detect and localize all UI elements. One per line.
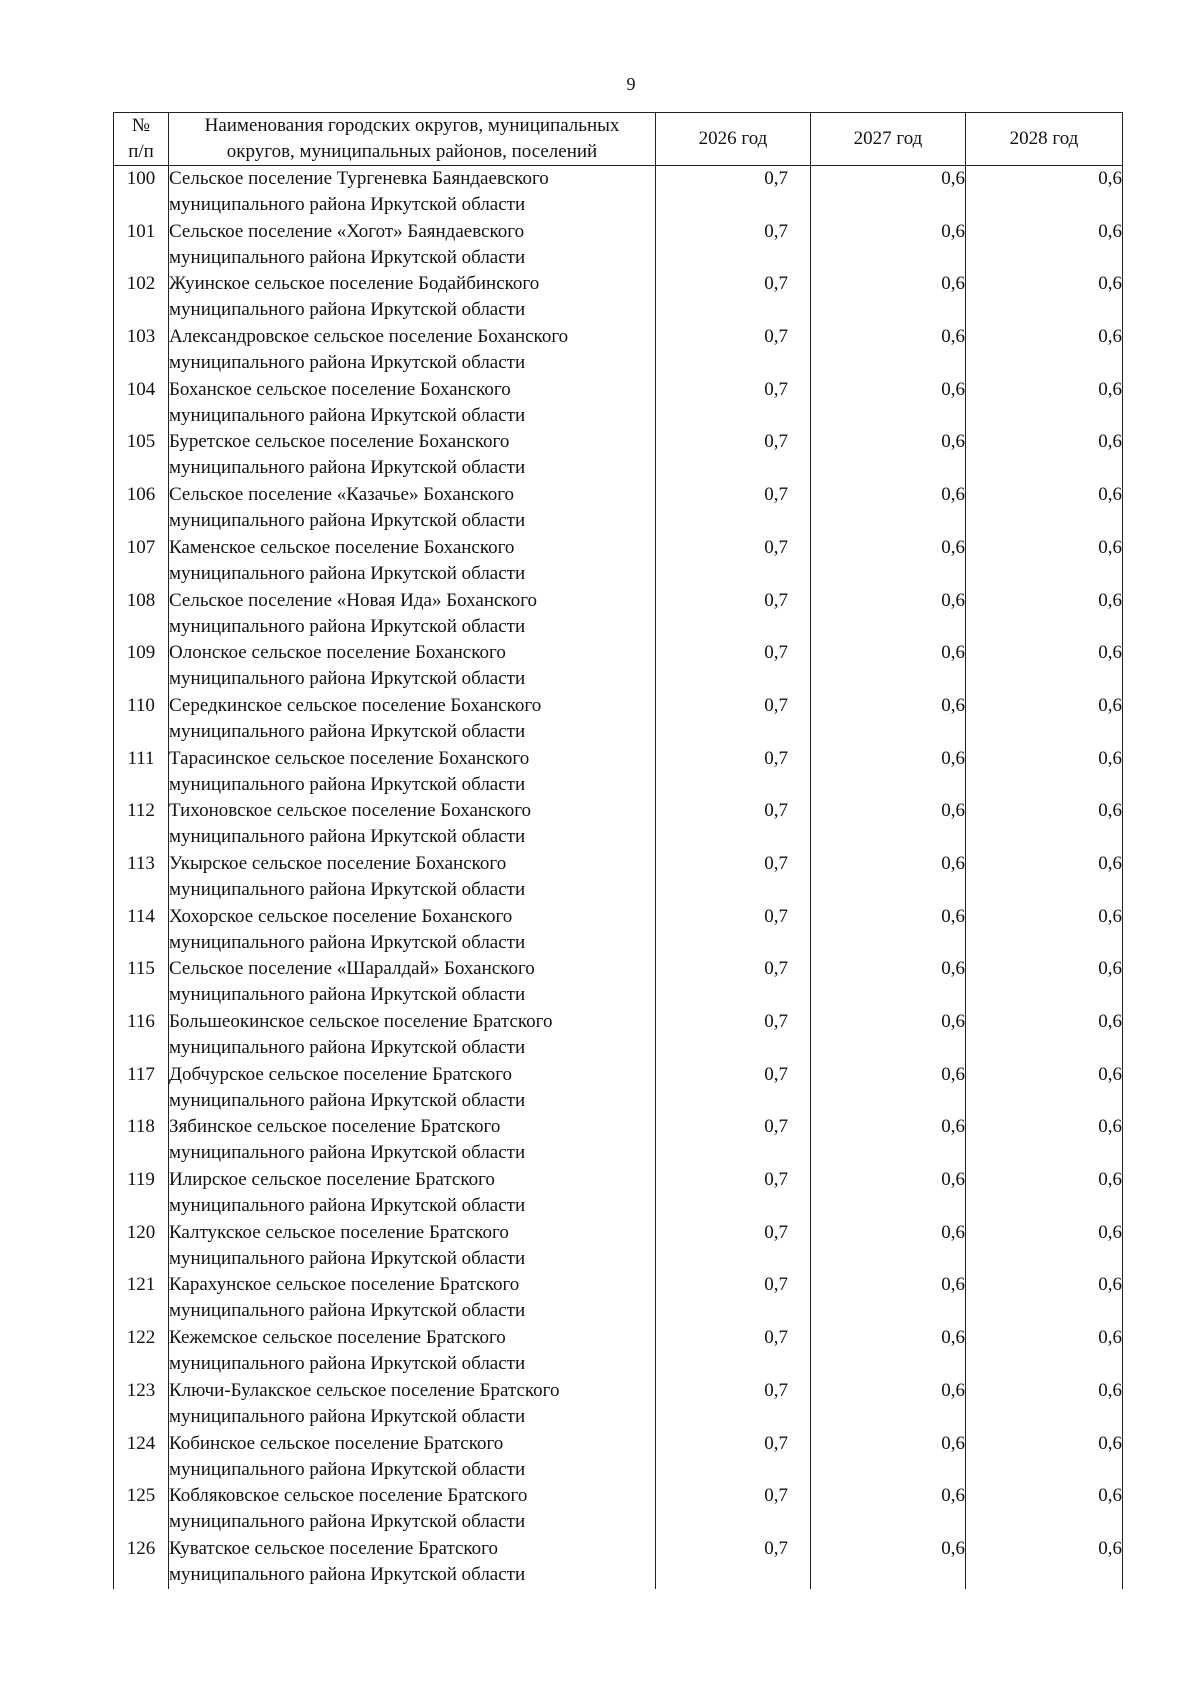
table-row bbox=[114, 588, 1123, 641]
value-2027: 0,6 bbox=[811, 1062, 966, 1115]
row-number: 120 bbox=[114, 1220, 169, 1273]
value-2028: 0,6 bbox=[966, 1009, 1123, 1062]
header-2028: 2028 год bbox=[966, 113, 1123, 166]
value-2027: 0,6 bbox=[811, 1114, 966, 1167]
table-row bbox=[114, 1062, 1123, 1115]
row-name-line-1: Каменское сельское поселение Боханского bbox=[169, 536, 515, 558]
row-name-line-2: муниципального района Иркутской области bbox=[169, 720, 526, 742]
table-row bbox=[114, 904, 1123, 957]
row-number: 125 bbox=[114, 1483, 169, 1536]
value-2027: 0,6 bbox=[811, 166, 966, 219]
row-number: 116 bbox=[114, 1009, 169, 1062]
header-num-line-2: п/п bbox=[128, 141, 154, 162]
table-row bbox=[114, 166, 1123, 219]
row-number: 105 bbox=[114, 429, 169, 482]
value-2026: 0,7 bbox=[656, 693, 811, 746]
row-number: 122 bbox=[114, 1325, 169, 1378]
value-2026: 0,7 bbox=[656, 1114, 811, 1167]
table-row bbox=[114, 1536, 1123, 1589]
row-number: 118 bbox=[114, 1114, 169, 1167]
row-name-line-1: Хохорское сельское поселение Боханского bbox=[169, 905, 513, 927]
row-name bbox=[169, 1536, 656, 1589]
value-2026: 0,7 bbox=[656, 1272, 811, 1325]
table-row bbox=[114, 640, 1123, 693]
value-2026: 0,7 bbox=[656, 1536, 811, 1589]
row-name-line-2: муниципального района Иркутской области bbox=[169, 1089, 526, 1111]
value-2026: 0,7 bbox=[656, 166, 811, 219]
row-name-line-1: Кежемское сельское поселение Братского bbox=[169, 1327, 506, 1349]
table-row bbox=[114, 1220, 1123, 1273]
value-2028: 0,6 bbox=[966, 219, 1123, 272]
page-number: 9 bbox=[626, 74, 636, 94]
row-name-line-2: муниципального района Иркутской области bbox=[169, 1142, 526, 1164]
value-2027: 0,6 bbox=[811, 746, 966, 799]
row-name bbox=[169, 851, 656, 904]
header-2026: 2026 год bbox=[656, 113, 811, 166]
row-name bbox=[169, 166, 656, 219]
row-name bbox=[169, 219, 656, 272]
row-name-line-1: Тихоновское сельское поселение Боханского bbox=[169, 800, 532, 822]
row-number: 124 bbox=[114, 1431, 169, 1484]
value-2028: 0,6 bbox=[966, 166, 1123, 219]
row-name-line-2: муниципального района Иркутской области bbox=[169, 1405, 526, 1427]
row-name-line-1: Боханское сельское поселение Боханского bbox=[169, 378, 511, 400]
row-name-line-2: муниципального района Иркутской области bbox=[169, 1563, 526, 1585]
value-2028: 0,6 bbox=[966, 1114, 1123, 1167]
value-2028: 0,6 bbox=[966, 377, 1123, 430]
row-number: 109 bbox=[114, 640, 169, 693]
value-2027: 0,6 bbox=[811, 1431, 966, 1484]
value-2027: 0,6 bbox=[811, 1220, 966, 1273]
row-name-line-1: Сельское поселение «Казачье» Боханского bbox=[169, 484, 515, 506]
row-number: 101 bbox=[114, 219, 169, 272]
row-name bbox=[169, 798, 656, 851]
value-2028: 0,6 bbox=[966, 1272, 1123, 1325]
row-name-line-1: Сельское поселение Тургеневка Баяндаевского bbox=[169, 168, 549, 189]
table-row bbox=[114, 535, 1123, 588]
table-row bbox=[114, 1114, 1123, 1167]
row-number: 114 bbox=[114, 904, 169, 957]
value-2028: 0,6 bbox=[966, 324, 1123, 377]
row-name-line-1: Жуинское сельское поселение Бодайбинского bbox=[169, 273, 540, 295]
table-row bbox=[114, 693, 1123, 746]
table-row bbox=[114, 1272, 1123, 1325]
row-name-line-1: Кобинское сельское поселение Братского bbox=[169, 1432, 504, 1454]
row-name-line-1: Сельское поселение «Новая Ида» Боханского bbox=[169, 589, 538, 611]
value-2026: 0,7 bbox=[656, 324, 811, 377]
row-name bbox=[169, 535, 656, 588]
row-name-line-2: муниципального района Иркутской области bbox=[169, 1037, 526, 1058]
value-2027: 0,6 bbox=[811, 956, 966, 1009]
row-number: 103 bbox=[114, 324, 169, 377]
value-2027: 0,6 bbox=[811, 693, 966, 746]
value-2026: 0,7 bbox=[656, 1325, 811, 1378]
table-row bbox=[114, 798, 1123, 851]
value-2026: 0,7 bbox=[656, 1483, 811, 1536]
row-name bbox=[169, 1009, 656, 1062]
table-header bbox=[114, 113, 1123, 166]
table-row bbox=[114, 956, 1123, 1009]
value-2027: 0,6 bbox=[811, 640, 966, 693]
value-2028: 0,6 bbox=[966, 693, 1123, 746]
value-2027: 0,6 bbox=[811, 324, 966, 377]
value-2028: 0,6 bbox=[966, 429, 1123, 482]
table-row bbox=[114, 429, 1123, 482]
row-name bbox=[169, 1220, 656, 1273]
value-2026: 0,7 bbox=[656, 1009, 811, 1062]
row-name-line-1: Буретское сельское поселение Боханского bbox=[169, 431, 510, 453]
header-num bbox=[114, 113, 169, 166]
row-number: 117 bbox=[114, 1062, 169, 1115]
row-name bbox=[169, 429, 656, 482]
row-name-line-2: муниципального района Иркутской области bbox=[169, 1300, 526, 1322]
row-name-line-1: Середкинское сельское поселение Боханского bbox=[169, 694, 542, 716]
row-number: 112 bbox=[114, 798, 169, 851]
value-2028: 0,6 bbox=[966, 798, 1123, 851]
value-2028: 0,6 bbox=[966, 1378, 1123, 1431]
row-number: 119 bbox=[114, 1167, 169, 1220]
row-name-line-1: Добчурское сельское поселение Братского bbox=[169, 1063, 513, 1085]
row-name-line-2: муниципального района Иркутской области bbox=[169, 878, 526, 900]
row-name bbox=[169, 640, 656, 693]
row-name-line-1: Олонское сельское поселение Боханского bbox=[169, 642, 506, 664]
value-2027: 0,6 bbox=[811, 1378, 966, 1431]
value-2026: 0,7 bbox=[656, 429, 811, 482]
row-number: 104 bbox=[114, 377, 169, 430]
row-name-line-1: Укырское сельское поселение Боханского bbox=[169, 852, 507, 874]
value-2028: 0,6 bbox=[966, 271, 1123, 324]
row-name bbox=[169, 1167, 656, 1220]
row-name-line-1: Тарасинское сельское поселение Боханского bbox=[169, 747, 530, 769]
table-row bbox=[114, 482, 1123, 535]
value-2028: 0,6 bbox=[966, 904, 1123, 957]
row-number: 107 bbox=[114, 535, 169, 588]
row-name-line-2: муниципального района Иркутской области bbox=[169, 562, 526, 584]
value-2027: 0,6 bbox=[811, 1483, 966, 1536]
table-row bbox=[114, 271, 1123, 324]
row-name bbox=[169, 271, 656, 324]
value-2027: 0,6 bbox=[811, 1167, 966, 1220]
row-name-line-2: муниципального района Иркутской области bbox=[169, 404, 526, 426]
row-name-line-2: муниципального района Иркутской области bbox=[169, 299, 526, 321]
table-row bbox=[114, 1325, 1123, 1378]
row-name-line-2: муниципального района Иркутской области bbox=[169, 1511, 526, 1533]
row-name bbox=[169, 1325, 656, 1378]
value-2028: 0,6 bbox=[966, 588, 1123, 641]
table-row bbox=[114, 1483, 1123, 1536]
row-name-line-2: муниципального района Иркутской области bbox=[169, 826, 526, 848]
value-2027: 0,6 bbox=[811, 1009, 966, 1062]
value-2027: 0,6 bbox=[811, 798, 966, 851]
table-row bbox=[114, 377, 1123, 430]
row-number: 115 bbox=[114, 956, 169, 1009]
row-name-line-1: Кобляковское сельское поселение Братского bbox=[169, 1485, 528, 1507]
row-name-line-2: муниципального района Иркутской области bbox=[169, 1195, 526, 1217]
row-number: 110 bbox=[114, 693, 169, 746]
value-2026: 0,7 bbox=[656, 482, 811, 535]
value-2028: 0,6 bbox=[966, 851, 1123, 904]
table-row bbox=[114, 1167, 1123, 1220]
row-name-line-1: Александровское сельское поселение Боханского bbox=[169, 326, 569, 348]
value-2026: 0,7 bbox=[656, 1167, 811, 1220]
row-name-line-1: Большеокинское сельское поселение Братского bbox=[169, 1011, 553, 1032]
value-2027: 0,6 bbox=[811, 1325, 966, 1378]
value-2028: 0,6 bbox=[966, 1431, 1123, 1484]
value-2028: 0,6 bbox=[966, 1536, 1123, 1589]
value-2027: 0,6 bbox=[811, 535, 966, 588]
table-row bbox=[114, 746, 1123, 799]
row-number: 126 bbox=[114, 1536, 169, 1589]
value-2026: 0,7 bbox=[656, 851, 811, 904]
value-2026: 0,7 bbox=[656, 219, 811, 272]
row-name-line-2: муниципального района Иркутской области bbox=[169, 352, 526, 374]
row-number: 123 bbox=[114, 1378, 169, 1431]
value-2027: 0,6 bbox=[811, 904, 966, 957]
row-name-line-2: муниципального района Иркутской области bbox=[169, 668, 526, 690]
row-name bbox=[169, 693, 656, 746]
header-2027: 2027 год bbox=[811, 113, 966, 166]
header-name bbox=[169, 113, 656, 166]
value-2027: 0,6 bbox=[811, 219, 966, 272]
row-name-line-1: Калтукское сельское поселение Братского bbox=[169, 1221, 509, 1243]
row-name bbox=[169, 746, 656, 799]
value-2028: 0,6 bbox=[966, 1167, 1123, 1220]
value-2027: 0,6 bbox=[811, 482, 966, 535]
data-table bbox=[113, 112, 1123, 1589]
row-name bbox=[169, 1062, 656, 1115]
row-name-line-2: муниципального района Иркутской области bbox=[169, 931, 526, 953]
value-2027: 0,6 bbox=[811, 377, 966, 430]
value-2028: 0,6 bbox=[966, 1062, 1123, 1115]
table-body bbox=[114, 166, 1123, 1589]
value-2028: 0,6 bbox=[966, 956, 1123, 1009]
value-2026: 0,7 bbox=[656, 535, 811, 588]
value-2026: 0,7 bbox=[656, 588, 811, 641]
value-2028: 0,6 bbox=[966, 746, 1123, 799]
value-2027: 0,6 bbox=[811, 271, 966, 324]
row-name-line-1: Илирское сельское поселение Братского bbox=[169, 1169, 495, 1191]
value-2028: 0,6 bbox=[966, 1483, 1123, 1536]
row-name-line-2: муниципального района Иркутской области bbox=[169, 1247, 526, 1269]
row-name-line-1: Зябинское сельское поселение Братского bbox=[169, 1116, 501, 1138]
value-2026: 0,7 bbox=[656, 746, 811, 799]
table-row bbox=[114, 851, 1123, 904]
row-name bbox=[169, 324, 656, 377]
row-number: 121 bbox=[114, 1272, 169, 1325]
value-2026: 0,7 bbox=[656, 640, 811, 693]
row-name-line-2: муниципального района Иркутской области bbox=[169, 246, 526, 268]
row-name-line-2: муниципального района Иркутской области bbox=[169, 984, 526, 1006]
row-name bbox=[169, 956, 656, 1009]
table-row bbox=[114, 324, 1123, 377]
row-name-line-2: муниципального района Иркутской области bbox=[169, 773, 526, 795]
table-row bbox=[114, 219, 1123, 272]
row-name bbox=[169, 1431, 656, 1484]
value-2027: 0,6 bbox=[811, 1536, 966, 1589]
value-2027: 0,6 bbox=[811, 851, 966, 904]
value-2026: 0,7 bbox=[656, 1220, 811, 1273]
row-number: 108 bbox=[114, 588, 169, 641]
row-name-line-2: муниципального района Иркутской области bbox=[169, 1458, 526, 1480]
row-name-line-1: Сельское поселение «Хогот» Баяндаевского bbox=[169, 220, 525, 242]
row-name-line-2: муниципального района Иркутской области bbox=[169, 194, 526, 215]
value-2028: 0,6 bbox=[966, 640, 1123, 693]
row-name bbox=[169, 904, 656, 957]
row-name-line-1: Ключи-Булакское сельское поселение Братского bbox=[169, 1379, 560, 1401]
row-name-line-1: Куватское сельское поселение Братского bbox=[169, 1537, 498, 1559]
value-2026: 0,7 bbox=[656, 1378, 811, 1431]
value-2026: 0,7 bbox=[656, 956, 811, 1009]
table-row bbox=[114, 1009, 1123, 1062]
row-number: 113 bbox=[114, 851, 169, 904]
value-2026: 0,7 bbox=[656, 904, 811, 957]
row-name bbox=[169, 377, 656, 430]
value-2027: 0,6 bbox=[811, 1272, 966, 1325]
row-number: 106 bbox=[114, 482, 169, 535]
value-2027: 0,6 bbox=[811, 588, 966, 641]
row-number: 111 bbox=[114, 746, 169, 799]
table-row bbox=[114, 1431, 1123, 1484]
value-2026: 0,7 bbox=[656, 271, 811, 324]
row-name-line-1: Карахунское сельское поселение Братского bbox=[169, 1274, 520, 1296]
row-name-line-2: муниципального района Иркутской области bbox=[169, 457, 526, 479]
value-2028: 0,6 bbox=[966, 1325, 1123, 1378]
header-name-line-2: округов, муниципальных районов, поселений bbox=[226, 141, 598, 162]
row-name bbox=[169, 482, 656, 535]
value-2028: 0,6 bbox=[966, 482, 1123, 535]
row-name-line-2: муниципального района Иркутской области bbox=[169, 615, 526, 637]
row-name-line-2: муниципального района Иркутской области bbox=[169, 510, 526, 532]
value-2026: 0,7 bbox=[656, 1062, 811, 1115]
value-2027: 0,6 bbox=[811, 429, 966, 482]
row-name bbox=[169, 1114, 656, 1167]
value-2026: 0,7 bbox=[656, 1431, 811, 1484]
value-2026: 0,7 bbox=[656, 798, 811, 851]
row-name-line-2: муниципального района Иркутской области bbox=[169, 1353, 526, 1375]
value-2028: 0,6 bbox=[966, 1220, 1123, 1273]
header-num-line-1: № bbox=[131, 115, 151, 136]
row-name bbox=[169, 588, 656, 641]
header-name-line-1: Наименования городских округов, муниципальных bbox=[204, 115, 620, 136]
value-2028: 0,6 bbox=[966, 535, 1123, 588]
row-number: 100 bbox=[114, 166, 169, 219]
table-row bbox=[114, 1378, 1123, 1431]
row-name bbox=[169, 1378, 656, 1431]
row-name bbox=[169, 1483, 656, 1536]
value-2026: 0,7 bbox=[656, 377, 811, 430]
row-name bbox=[169, 1272, 656, 1325]
row-number: 102 bbox=[114, 271, 169, 324]
row-name-line-1: Сельское поселение «Шаралдай» Боханского bbox=[169, 958, 535, 980]
